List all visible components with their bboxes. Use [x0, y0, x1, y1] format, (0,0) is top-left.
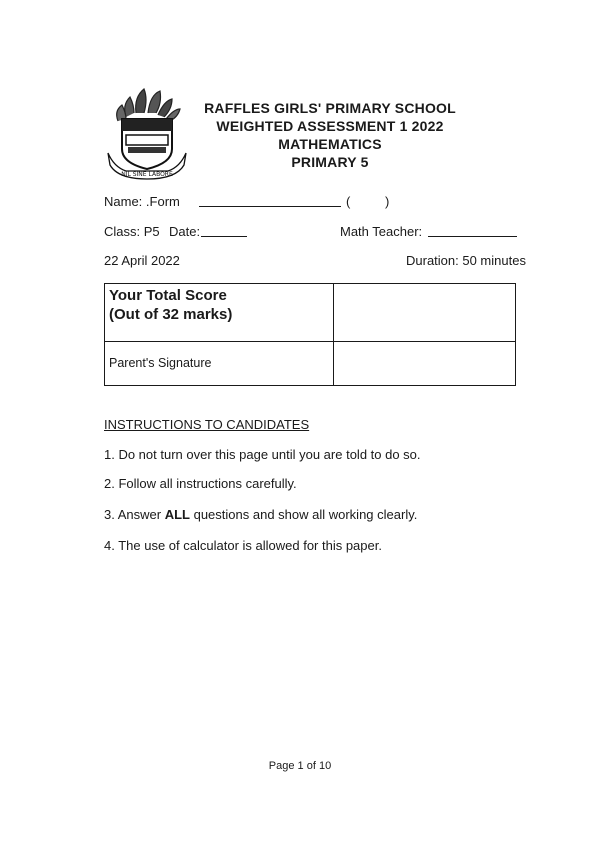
- crest-motto: NIL SINE LABORE: [121, 171, 173, 178]
- bracket-open: (: [346, 194, 351, 209]
- teacher-label: Math Teacher:: [340, 224, 423, 239]
- teacher-underline[interactable]: [428, 236, 517, 237]
- total-score-sublabel: (Out of 32 marks): [109, 306, 233, 323]
- exam-date: 22 April 2022: [104, 253, 180, 268]
- bracket-close: ): [385, 194, 390, 209]
- level-title: PRIMARY 5: [291, 154, 369, 170]
- school-crest-logo: [104, 83, 190, 183]
- date-label: Date:: [169, 224, 201, 239]
- page-number: Page 1 of 10: [268, 760, 332, 772]
- assessment-title: WEIGHTED ASSESSMENT 1 2022: [216, 118, 444, 134]
- instruction-item: 2. Follow all instructions carefully.: [104, 476, 297, 491]
- instruction-item: 1. Do not turn over this page until you are told to do so.: [104, 447, 421, 462]
- name-value: .Form: [145, 194, 180, 209]
- score-table: [104, 283, 516, 386]
- total-score-label: Your Total Score: [109, 287, 227, 304]
- parent-signature-cell[interactable]: [334, 342, 516, 386]
- instructions-title: INSTRUCTIONS TO CANDIDATES: [104, 417, 310, 432]
- subject-title: MATHEMATICS: [278, 136, 382, 152]
- class-label: Class: P5: [104, 224, 160, 239]
- school-name: RAFFLES GIRLS' PRIMARY SCHOOL: [204, 100, 456, 116]
- date-underline[interactable]: [201, 236, 247, 237]
- instruction-item: 3. Answer ALL questions and show all working clearly.: [104, 507, 418, 522]
- name-label: Name:: [104, 194, 143, 209]
- exam-duration: Duration: 50 minutes: [406, 253, 526, 268]
- total-score-label-cell: [105, 284, 334, 342]
- total-score-cell[interactable]: [334, 284, 516, 342]
- parent-signature-label: Parent's Signature: [105, 342, 334, 386]
- name-row: [104, 194, 180, 209]
- name-underline[interactable]: [199, 206, 341, 207]
- instruction-item: 4. The use of calculator is allowed for this paper.: [104, 538, 382, 553]
